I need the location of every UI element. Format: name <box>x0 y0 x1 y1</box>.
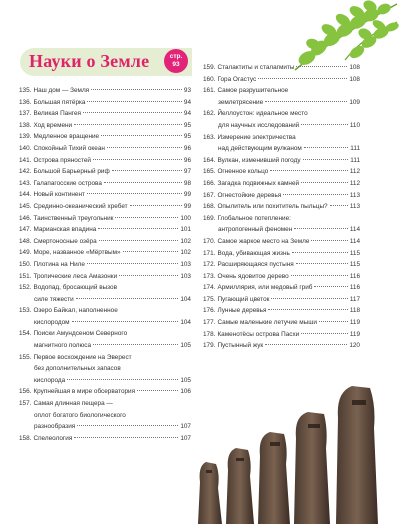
toc-entry-number: 161. <box>203 87 216 95</box>
toc-dot-leader <box>291 275 348 276</box>
toc-entry-title: Лунные деревья <box>217 307 267 315</box>
toc-entry-page: 101 <box>180 226 191 234</box>
toc-entry <box>19 386 191 398</box>
toc-entry-line <box>19 213 191 225</box>
toc-entry-page: 98 <box>183 179 191 187</box>
toc-entry-title: Водопад, бросающий вызов <box>33 284 117 292</box>
toc-dot-leader <box>72 321 179 322</box>
toc-entry-number: 175. <box>203 295 216 303</box>
toc-entry-number: 141. <box>19 156 32 164</box>
easter-island-moai-illustration <box>178 378 400 524</box>
toc-entry-number: 163. <box>203 133 216 141</box>
toc-entry-page: 100 <box>180 214 191 222</box>
toc-entry-title: Опылитель или похититель пыльцы? <box>217 203 328 211</box>
toc-entry-line <box>203 62 360 74</box>
toc-entry-page: 113 <box>349 191 360 199</box>
toc-entry-number: 140. <box>19 144 32 152</box>
toc-entry-title: землетрясение <box>218 98 264 106</box>
toc-entry-page: 102 <box>180 237 191 245</box>
toc-entry <box>19 282 191 305</box>
toc-dot-leader <box>99 240 179 241</box>
toc-entry-line <box>19 189 191 201</box>
toc-entry-title: Первое восхождение на Эверест <box>33 353 132 361</box>
toc-dot-leader <box>296 66 347 67</box>
toc-entry-page: 105 <box>180 342 191 350</box>
toc-entry-number: 153. <box>19 307 32 315</box>
toc-entry <box>203 166 360 178</box>
toc-entry-line <box>203 143 360 155</box>
toc-entry-line <box>203 190 360 202</box>
toc-dot-leader <box>292 252 348 253</box>
toc-entry-title: Озеро Байкал, наполненное <box>33 307 118 315</box>
toc-dot-leader <box>311 240 347 241</box>
toc-entry-number: 136. <box>19 98 32 106</box>
toc-entry-number: 150. <box>19 260 32 268</box>
toc-entry-title: Срединно-океанический хребет <box>33 202 128 210</box>
toc-dot-leader <box>67 379 178 380</box>
toc-entry-title: Таинственный треугольник <box>33 214 114 222</box>
toc-dot-leader <box>93 159 182 160</box>
toc-entry-title: Пустынный жук <box>217 342 264 350</box>
toc-entry-line <box>203 305 360 317</box>
toc-entry-title: Гора Огастус <box>217 75 257 83</box>
toc-entry-number: 160. <box>203 75 216 83</box>
toc-dot-leader <box>91 89 182 90</box>
toc-entry-page: 99 <box>183 191 191 199</box>
toc-entry-line <box>203 97 360 109</box>
toc-left-column <box>19 85 191 444</box>
toc-entry-title: Расширяющаяся пустыня <box>217 261 294 269</box>
toc-entry-line <box>203 132 360 144</box>
toc-entry-number: 135. <box>19 87 32 94</box>
toc-entry-line <box>19 294 191 306</box>
toc-entry-line <box>19 317 191 329</box>
toc-entry-page: 94 <box>183 110 191 118</box>
toc-entry <box>203 201 360 213</box>
toc-entry-page: 112 <box>349 179 360 187</box>
toc-entry-page: 110 <box>349 121 360 129</box>
toc-dot-leader <box>74 124 182 125</box>
toc-entry-page: 103 <box>180 272 191 280</box>
toc-entry <box>19 236 191 248</box>
toc-dot-leader <box>119 275 178 276</box>
toc-entry <box>19 398 191 433</box>
toc-entry-page: 116 <box>349 284 360 292</box>
toc-entry-line <box>19 259 191 271</box>
toc-entry-number: 151. <box>19 272 32 280</box>
toc-entry-title: Великая Пангея <box>33 110 81 118</box>
toc-entry-title: кислорода <box>34 376 66 384</box>
toc-entry <box>19 201 191 213</box>
toc-entry <box>19 166 191 178</box>
toc-entry <box>203 178 360 190</box>
toc-entry-page: 107 <box>180 434 191 442</box>
toc-entry-page: 94 <box>183 98 191 106</box>
toc-entry-line <box>203 224 360 236</box>
toc-entry <box>19 328 191 351</box>
toc-dot-leader <box>296 263 348 264</box>
toc-entry-title: Большой Барьерный риф <box>33 168 110 176</box>
toc-entry-number: 152. <box>19 284 32 292</box>
toc-entry-page: 99 <box>183 202 191 210</box>
toc-entry-number: 170. <box>203 237 216 245</box>
toc-entry <box>19 271 191 283</box>
toc-entry <box>203 74 360 86</box>
toc-entry-title: Спелеология <box>33 434 73 442</box>
toc-entry-number: 173. <box>203 272 216 280</box>
toc-right-column <box>203 62 360 352</box>
toc-entry-title: Спокойный Тихий океан <box>33 144 105 152</box>
toc-entry-number: 144. <box>19 191 32 199</box>
toc-entry-number: 164. <box>203 156 216 164</box>
toc-entry <box>203 190 360 202</box>
toc-dot-leader <box>130 205 182 206</box>
toc-entry-number: 179. <box>203 342 216 350</box>
toc-entry-page: 104 <box>180 318 191 326</box>
toc-entry-page: 120 <box>349 342 360 350</box>
toc-entry-line <box>203 155 360 167</box>
toc-entry-title: кислородом <box>34 318 70 326</box>
toc-entry-title: Огнестойкие деревья <box>217 191 282 199</box>
toc-entry-title: Галапагосские острова <box>33 179 102 187</box>
toc-entry-title: Вода, убивающая жизнь <box>217 249 290 257</box>
toc-entry-number: 149. <box>19 249 32 257</box>
toc-dot-leader <box>77 425 178 426</box>
toc-entry-title: Самое разрушительное <box>217 87 289 95</box>
toc-dot-leader <box>87 193 182 194</box>
toc-entry-page: 111 <box>350 145 360 153</box>
toc-entry-number: 169. <box>203 214 216 222</box>
toc-entry-number: 167. <box>203 191 216 199</box>
toc-entry-title: Самая длинная пещера — <box>33 400 113 408</box>
toc-entry-line <box>203 201 360 213</box>
toc-dot-leader <box>87 263 178 264</box>
toc-entry-line <box>19 386 191 398</box>
toc-entry-title: Самое жаркое место на Земле <box>217 237 310 245</box>
toc-entry-title: Море, названное «Мёртвым» <box>33 249 121 257</box>
toc-entry-number: 159. <box>203 64 216 71</box>
toc-dot-leader <box>304 147 348 148</box>
toc-entry-line <box>203 340 360 352</box>
toc-entry-number: 158. <box>19 434 32 442</box>
toc-entry <box>19 247 191 259</box>
toc-entry-title: Огненное кольцо <box>217 168 269 176</box>
toc-entry-title: Плотина на Ниле <box>33 260 85 268</box>
toc-entry-title: Медленное вращение <box>33 133 100 141</box>
toc-entry-title: Новый континент <box>33 191 85 199</box>
toc-entry <box>203 62 360 74</box>
toc-entry-title: Измерение электричества <box>217 133 296 141</box>
toc-entry <box>203 305 360 317</box>
toc-dot-leader <box>93 344 178 345</box>
toc-entry <box>203 329 360 341</box>
toc-dot-leader <box>87 101 181 102</box>
toc-entry-page: 119 <box>349 330 360 338</box>
toc-entry-line <box>19 305 191 317</box>
toc-entry-line <box>203 74 360 86</box>
toc-entry <box>203 294 360 306</box>
toc-entry-title: Большая пятёрка <box>33 98 86 106</box>
toc-entry-number: 148. <box>19 237 32 245</box>
toc-entry-page: 112 <box>349 168 360 176</box>
toc-dot-leader <box>314 286 347 287</box>
toc-entry-number: 157. <box>19 400 32 408</box>
toc-entry-page: 119 <box>349 319 360 327</box>
toc-entry-number: 168. <box>203 203 216 211</box>
section-title: Науки о Земле <box>29 51 150 71</box>
toc-entry <box>19 259 191 271</box>
toc-entry-title: Очень ядовитое дерево <box>217 272 289 280</box>
toc-dot-leader <box>301 182 348 183</box>
badge-page: 93 <box>172 61 180 68</box>
toc-dot-leader <box>112 170 182 171</box>
toc-entry-line <box>19 398 191 410</box>
toc-entry-number: 171. <box>203 249 216 257</box>
toc-entry-number: 177. <box>203 319 216 327</box>
toc-entry-title: Ход времени <box>33 121 73 129</box>
toc-entry-line <box>19 97 191 109</box>
toc-entry <box>203 236 360 248</box>
toc-entry <box>19 433 191 445</box>
toc-entry-page: 93 <box>183 87 191 94</box>
toc-entry <box>203 271 360 283</box>
toc-entry-number: 172. <box>203 261 216 269</box>
toc-entry-title: над действующим вулканом <box>218 145 302 153</box>
toc-entry-number: 155. <box>19 353 32 361</box>
toc-entry-page: 103 <box>180 260 191 268</box>
toc-entry <box>19 224 191 236</box>
toc-dot-leader <box>265 344 347 345</box>
toc-dot-leader <box>265 101 347 102</box>
toc-entry-title: Каменотёсы острова Пасхи <box>217 330 300 338</box>
toc-entry-number: 174. <box>203 284 216 292</box>
page-badge <box>164 49 188 73</box>
toc-entry-line <box>203 85 360 97</box>
toc-dot-leader <box>330 205 348 206</box>
toc-entry-line <box>19 363 191 375</box>
toc-entry-number: 178. <box>203 330 216 338</box>
toc-entry-number: 162. <box>203 110 216 118</box>
toc-entry-page: 106 <box>180 388 191 396</box>
toc-dot-leader <box>123 251 179 252</box>
toc-entry-page: 108 <box>349 64 360 71</box>
toc-entry-line <box>19 282 191 294</box>
toc-entry-line <box>19 340 191 352</box>
toc-entry-page: 95 <box>183 121 191 129</box>
toc-entry-number: 146. <box>19 214 32 222</box>
toc-entry-number: 176. <box>203 307 216 315</box>
toc-entry-title: без дополнительных запасов <box>34 365 121 373</box>
toc-dot-leader <box>98 228 178 229</box>
toc-entry-number: 142. <box>19 168 32 176</box>
toc-entry-page: 96 <box>183 144 191 152</box>
badge-label: стр. <box>169 53 183 60</box>
toc-entry-title: Смертоносные озёра <box>33 237 97 245</box>
toc-entry <box>19 189 191 201</box>
toc-entry-title: магнитного полюса <box>34 342 92 350</box>
toc-entry-line <box>203 317 360 329</box>
toc-entry-title: Тропические леса Амазонки <box>33 272 118 280</box>
toc-entry-title: Крупнейшая в мире обсерватория <box>33 388 136 396</box>
toc-dot-leader <box>294 228 348 229</box>
toc-entry-line <box>203 282 360 294</box>
toc-entry-page: 114 <box>349 237 360 245</box>
toc-entry-line <box>203 108 360 120</box>
toc-dot-leader <box>104 182 182 183</box>
toc-entry-line <box>19 201 191 213</box>
toc-entry-page: 113 <box>349 203 360 211</box>
toc-entry-page: 95 <box>183 133 191 141</box>
toc-entry-title: Йеллоустон: идеальное место <box>217 110 308 118</box>
toc-entry-title: антропогенный феномен <box>218 226 293 234</box>
toc-entry-page: 96 <box>183 156 191 164</box>
toc-entry-title: оплот богатого биологического <box>34 411 126 419</box>
toc-dot-leader <box>283 194 348 195</box>
toc-entry-line <box>203 166 360 178</box>
toc-entry-line <box>203 120 360 132</box>
toc-dot-leader <box>270 170 348 171</box>
toc-entry-number: 139. <box>19 133 32 141</box>
toc-entry-title: силе тяжести <box>34 295 74 303</box>
toc-entry-title: для научных исследований <box>218 121 300 129</box>
toc-dot-leader <box>258 78 347 79</box>
toc-entry-line <box>19 120 191 132</box>
toc-entry-line <box>203 213 360 225</box>
toc-entry-line <box>203 178 360 190</box>
toc-dot-leader <box>101 135 182 136</box>
toc-entry <box>203 155 360 167</box>
toc-entry-page: 118 <box>349 307 360 315</box>
toc-entry-line <box>19 155 191 167</box>
toc-entry-line <box>19 108 191 120</box>
toc-dot-leader <box>301 124 348 125</box>
toc-entry-page: 107 <box>180 423 191 431</box>
toc-entry-number: 154. <box>19 330 32 338</box>
toc-dot-leader <box>115 217 178 218</box>
toc-entry-title: Пугающий цветок <box>217 295 270 303</box>
toc-entry-line <box>203 329 360 341</box>
toc-entry-line <box>19 433 191 445</box>
toc-entry-line <box>19 131 191 143</box>
toc-entry-line <box>19 178 191 190</box>
toc-entry-line <box>203 294 360 306</box>
toc-entry-line <box>19 410 191 422</box>
toc-dot-leader <box>76 298 179 299</box>
toc-entry-line <box>19 375 191 387</box>
toc-entry-number: 138. <box>19 121 32 129</box>
toc-dot-leader <box>74 437 178 438</box>
toc-entry <box>19 108 191 120</box>
toc-entry <box>203 213 360 236</box>
toc-entry-page: 102 <box>180 249 191 257</box>
toc-entry <box>203 248 360 260</box>
toc-entry-title: Сталактиты и сталагмиты <box>217 64 295 71</box>
toc-entry-page: 115 <box>349 261 360 269</box>
toc-entry-title: Марианская впадина <box>33 226 97 234</box>
toc-entry-page: 114 <box>349 226 360 234</box>
toc-entry-page: 104 <box>180 295 191 303</box>
toc-entry-page: 116 <box>349 272 360 280</box>
toc-dot-leader <box>137 390 178 391</box>
toc-entry-number: 156. <box>19 388 32 396</box>
toc-entry-number: 147. <box>19 226 32 234</box>
toc-dot-leader <box>107 147 182 148</box>
toc-entry-line <box>19 166 191 178</box>
toc-entry-line <box>203 271 360 283</box>
toc-entry <box>19 352 191 387</box>
toc-dot-leader <box>301 333 348 334</box>
toc-entry-title: разнообразия <box>34 423 76 431</box>
toc-entry-line <box>203 248 360 260</box>
toc-entry-line <box>19 271 191 283</box>
toc-entry <box>203 282 360 294</box>
toc-entry-line <box>19 236 191 248</box>
toc-entry-line <box>19 224 191 236</box>
toc-entry-title: Вулкан, изменивший погоду <box>217 156 301 164</box>
toc-entry <box>19 143 191 155</box>
toc-entry <box>19 213 191 225</box>
toc-entry <box>203 340 360 352</box>
toc-entry-title: Наш дом — Земля <box>33 87 90 94</box>
toc-entry-number: 165. <box>203 168 216 176</box>
toc-entry-line <box>19 421 191 433</box>
toc-entry-title: Загадка подвижных камней <box>217 179 300 187</box>
toc-entry <box>203 317 360 329</box>
toc-entry-page: 108 <box>349 75 360 83</box>
toc-entry-page: 109 <box>349 98 360 106</box>
toc-entry <box>203 108 360 131</box>
toc-entry-title: Армиллярия, или медовый гриб <box>217 284 313 292</box>
toc-entry <box>19 120 191 132</box>
toc-entry <box>19 155 191 167</box>
toc-entry-line <box>19 247 191 259</box>
toc-dot-leader <box>303 159 349 160</box>
toc-entry-page: 97 <box>183 168 191 176</box>
toc-entry-page: 115 <box>349 249 360 257</box>
toc-entry-title: Самые маленькие летучие мыши <box>217 319 317 327</box>
toc-dot-leader <box>319 321 348 322</box>
toc-dot-leader <box>268 309 347 310</box>
toc-entry <box>203 85 360 108</box>
toc-entry-line <box>19 328 191 340</box>
toc-entry-line <box>19 143 191 155</box>
toc-entry <box>19 85 191 97</box>
toc-entry <box>203 132 360 155</box>
toc-entry <box>203 259 360 271</box>
toc-entry-line <box>19 85 191 97</box>
toc-entry-line <box>19 352 191 364</box>
toc-entry-line <box>203 259 360 271</box>
toc-entry-title: Глобальное потепление: <box>217 214 291 222</box>
toc-entry <box>19 131 191 143</box>
toc-entry <box>19 178 191 190</box>
toc-entry-page: 117 <box>349 295 360 303</box>
toc-dot-leader <box>83 112 182 113</box>
toc-entry-number: 143. <box>19 179 32 187</box>
toc-entry-number: 166. <box>203 179 216 187</box>
toc-entry-page: 111 <box>350 156 360 164</box>
toc-entry <box>19 97 191 109</box>
toc-entry <box>19 305 191 328</box>
toc-entry-title: Поиски Амундсеном Северного <box>33 330 128 338</box>
toc-entry-number: 145. <box>19 202 32 210</box>
toc-entry-page: 105 <box>180 376 191 384</box>
toc-entry-number: 137. <box>19 110 32 118</box>
toc-entry-title: Острова пряностей <box>33 156 91 164</box>
toc-entry-line <box>203 236 360 248</box>
toc-dot-leader <box>271 298 347 299</box>
